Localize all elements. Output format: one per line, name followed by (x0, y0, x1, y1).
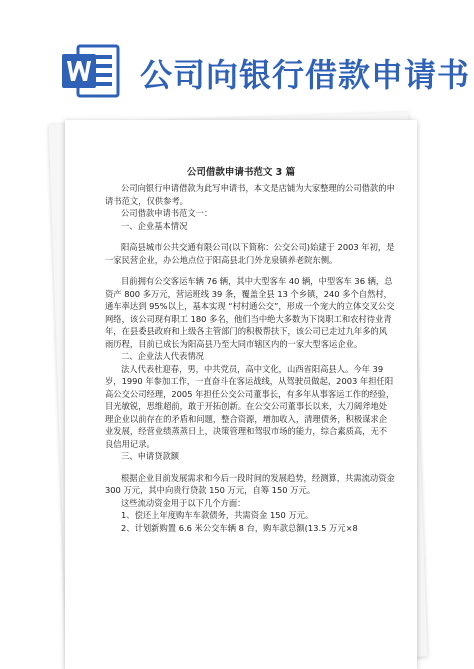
section-heading-1: 一、企业基本情况 (121, 220, 188, 231)
document-page (65, 120, 417, 669)
banner-title: 公司向银行借款申请书 (140, 56, 471, 94)
banner (0, 0, 474, 120)
list-item-2: 2、计划新购置 6.6 米公交车辆 8 台，购车款总额(13.5 万元×8 (121, 522, 358, 533)
paragraph-sample-heading: 公司借款申请书范文一： (121, 208, 213, 218)
paragraph-vehicles: 目前拥有公交客运车辆 76 辆，其中大型客车 40 辆，中型客车 36 辆，总资产 800 多万元，营运班线 39 条，覆盖全县 13 个乡镇，240 多个自然村，通车率达到 95%以上，基本实现 “村村通公交”，形成一个宠大的立体交叉公交网络，该公司现有职工 180 多名，他们当中绝大多数为下岗职工和农村待业青年，在县委县政府和上级各主管部门的积极帮扶下，该公司已走过九年多的风雨历程，目前已成长为阳高县乃至大同市辖区内的一家大型客运企业。 (105, 276, 395, 349)
paragraph-intro: 公司向银行申请借款为此写申请书，本文是店铺为大家整理的公司借款的申请书范文，仅供参考。 (105, 183, 395, 206)
word-document-icon (60, 40, 122, 102)
section-heading-2: 二、企业法人代表情况 (121, 351, 204, 361)
paragraph-legal-rep: 法人代表杜迎春，男，中共党员，高中文化，山西省阳高县人。今年 39 岁，1990 年参加工作，一直奋斗在客运战线，从驾驶员做起，2003 年担任阳高公交公司经理，2005 年担任公交公司董事长，有多年从事客运工作的经验，目光敏锐，思维超前，敢于开拓创新。在公交公司董事长以来，大刀阔斧地处理企业以前存在的矛盾和问题，整合资源，增加收入，清理债务，积极谋求企业发展，经营业绩蒸蒸日上，决策管理和驾驭市场的能力，综合素质高，无不良信用记录。 (105, 363, 395, 449)
document-body (105, 182, 395, 534)
document-title: 公司借款申请书范文 3 篇 (186, 167, 296, 178)
paragraph-company-basic: 阳高县城市公共交通有限公司(以下简称：公交公司)始建于 2003 年初，是一家民营企业，办公地点位于阳高县北门外龙泉镇养老院东侧。 (105, 242, 395, 265)
paragraph-loan-amount: 根据企业目前发展需求和今后一段时间的发展趋势，经测算，共需流动资金 300 万元，其中向贵行贷款 150 万元，自筹 150 万元。 (105, 472, 395, 495)
section-heading-3: 三、申请贷款额 (121, 451, 180, 461)
paragraph-uses-intro: 这些流动资金用于以下几个方面： (121, 497, 246, 508)
list-item-1: 1、偿还上年度购车车款债务，共需资金 150 万元。 (121, 510, 314, 520)
